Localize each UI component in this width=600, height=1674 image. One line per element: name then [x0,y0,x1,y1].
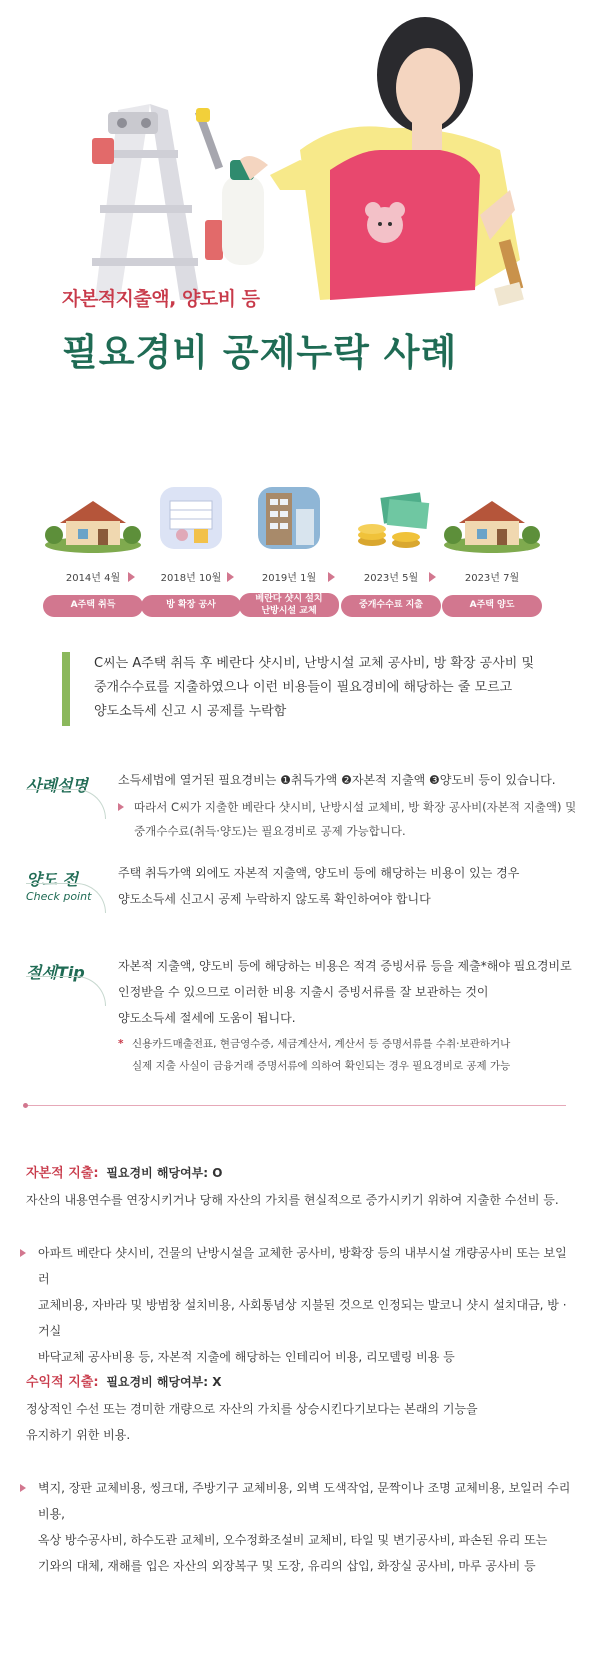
case-sub-text: 따라서 C씨가 지출한 베란다 샷시비, 난방시설 교체비, 방 확장 공사비(자본적 지출액) 및 [134,800,577,814]
timeline [0,485,600,635]
timeline-step [336,485,446,617]
arrow-right-icon [429,572,436,582]
capital-expenditure-section [26,1160,571,1370]
tip-line: 인정받을 수 있으므로 이러한 비용 지출시 증빙서류를 잘 보관하는 것이 [118,985,489,999]
arrow-right-icon [227,572,234,582]
timeline-step [136,485,246,617]
timeline-label [239,593,339,617]
timeline-date: 2018년 10월 [160,573,222,584]
checkpoint-line: 주택 취득가액 외에도 자본적 지출액, 양도비 등에 해당하는 비용이 있는 경우 [118,866,520,880]
triangle-bullet-icon [20,1484,26,1492]
building-icon [234,485,344,555]
summary-line: 양도소득세 신고 시 공제를 누락함 [94,704,287,719]
revenue-expenditure-value: 필요경비 해당여부: X [106,1375,222,1389]
revenue-expenditure-desc: 유지하기 위한 비용. [26,1428,131,1442]
construction-icon [136,485,246,555]
case-explanation-body [118,767,578,843]
timeline-label: 중개수수료 지출 [341,595,441,617]
triangle-bullet-icon [20,1249,26,1257]
section-divider [26,1105,566,1106]
revenue-expenditure-examples [26,1475,571,1579]
money-icon [336,485,446,555]
checkpoint-body [118,860,578,912]
tip-line: 자본적 지출액, 양도비 등에 해당하는 비용은 적격 증빙서류 등을 제출*해야 필요경비로 [118,959,572,973]
example-line: 기와의 대체, 재해를 입은 자산의 외장복구 및 도장, 유리의 삽입, 화장실 공사비, 마루 공사비 등 [38,1559,536,1573]
house-icon [38,485,148,555]
timeline-date: 2023년 7월 [464,573,520,584]
checkpoint-subtitle: Check point [26,890,92,903]
tip-line: 양도소득세 절세에 도움이 됩니다. [118,1011,296,1025]
timeline-date: 2014년 4월 [65,573,121,584]
arrow-right-icon [128,572,135,582]
summary-line: 중개수수료를 지출하였으나 이런 비용들이 필요경비에 해당하는 줄 모르고 [94,680,513,695]
asterisk-icon: * [118,1038,124,1050]
capital-expenditure-value: 필요경비 해당여부: O [106,1166,223,1180]
example-line: 교체비용, 자바라 및 방범창 설치비용, 사회통념상 지불된 것으로 인정되는 발코니 샷시 설치대금, 방 · 거실 [38,1298,567,1338]
example-line: 아파트 베란다 샷시비, 건물의 난방시설을 교체한 공사비, 방확장 등의 내부시설 개량공사비 또는 보일러 [38,1246,567,1286]
case-sub-text: 중개수수료(취득·양도)는 필요경비로 공제 가능합니다. [134,824,406,838]
tip-note-text: 실제 지출 사실이 금융거래 증명서류에 의하여 확인되는 경우 필요경비로 공제 가능 [132,1060,511,1072]
hero-banner [0,0,600,405]
case-line: 소득세법에 열거된 필요경비는 ❶취득가액 ❷자본적 지출액 ❸양도비 등이 있습니다. [118,773,556,787]
tip-note [118,1055,578,1077]
case-sub-line [118,795,578,819]
summary-line: C씨는 A주택 취득 후 베란다 샷시비, 난방시설 교체 공사비, 방 확장 공사비 및 [94,656,535,671]
capital-expenditure-desc: 자산의 내용연수를 연장시키거나 당해 자산의 가치를 현실적으로 증가시키기 위하여 지출한 수선비 등. [26,1193,559,1207]
hero-title: 필요경비 공제누락 사례 [62,331,458,374]
example-line: 옥상 방수공사비, 하수도관 교체비, 오수정화조설비 교체비, 타일 및 변기공사비, 파손된 유리 또는 [38,1533,548,1547]
revenue-expenditure-key: 수익적 지출: [26,1375,99,1390]
timeline-label: A주택 취득 [43,595,143,617]
tax-tip-body [118,953,578,1077]
revenue-expenditure-desc: 정상적인 수선 또는 경미한 개량으로 자산의 가치를 상승시킨다기보다는 본래의 기능을 [26,1402,478,1416]
tip-note-text: 신용카드매출전표, 현금영수증, 세금계산서, 계산서 등 증명서류를 수취·보관하거나 [132,1038,511,1050]
tax-tip-title: 절세Tip [26,963,85,982]
example-line: 벽지, 장판 교체비용, 씽크대, 주방기구 교체비용, 외벽 도색작업, 문짝이나 조명 교체비용, 보일러 수리비용, [38,1481,571,1521]
tip-note [118,1033,578,1055]
timeline-date: 2023년 5월 [363,573,419,584]
capital-expenditure-key: 자본적 지출: [26,1166,99,1181]
case-explanation-title: 사례설명 [26,776,88,795]
capital-expenditure-examples [26,1240,571,1370]
case-summary [62,652,562,726]
arrow-right-icon [328,572,335,582]
timeline-label: A주택 양도 [442,595,542,617]
revenue-expenditure-heading [26,1369,571,1396]
house-icon [437,485,547,555]
checkpoint-line: 양도소득세 신고시 공제 누락하지 않도록 확인하여야 합니다 [118,892,431,906]
case-sub-line [118,819,578,843]
checkpoint-title: 양도 전 [26,870,78,889]
timeline-step [437,485,547,617]
timeline-label-line: 베란다 샷시 설치 난방시설 교체 [255,594,323,616]
hero-subtitle: 자본적지출액, 양도비 등 [62,288,260,310]
example-line: 바닥교체 공사비용 등, 자본적 지출에 해당하는 인테리어 비용, 리모델링 비용 등 [38,1350,455,1364]
timeline-date: 2019년 1월 [261,573,317,584]
timeline-step [38,485,148,617]
capital-expenditure-heading [26,1160,571,1187]
triangle-bullet-icon [118,803,124,811]
revenue-expenditure-section [26,1369,571,1579]
timeline-label: 방 확장 공사 [141,595,241,617]
timeline-step [234,485,344,617]
